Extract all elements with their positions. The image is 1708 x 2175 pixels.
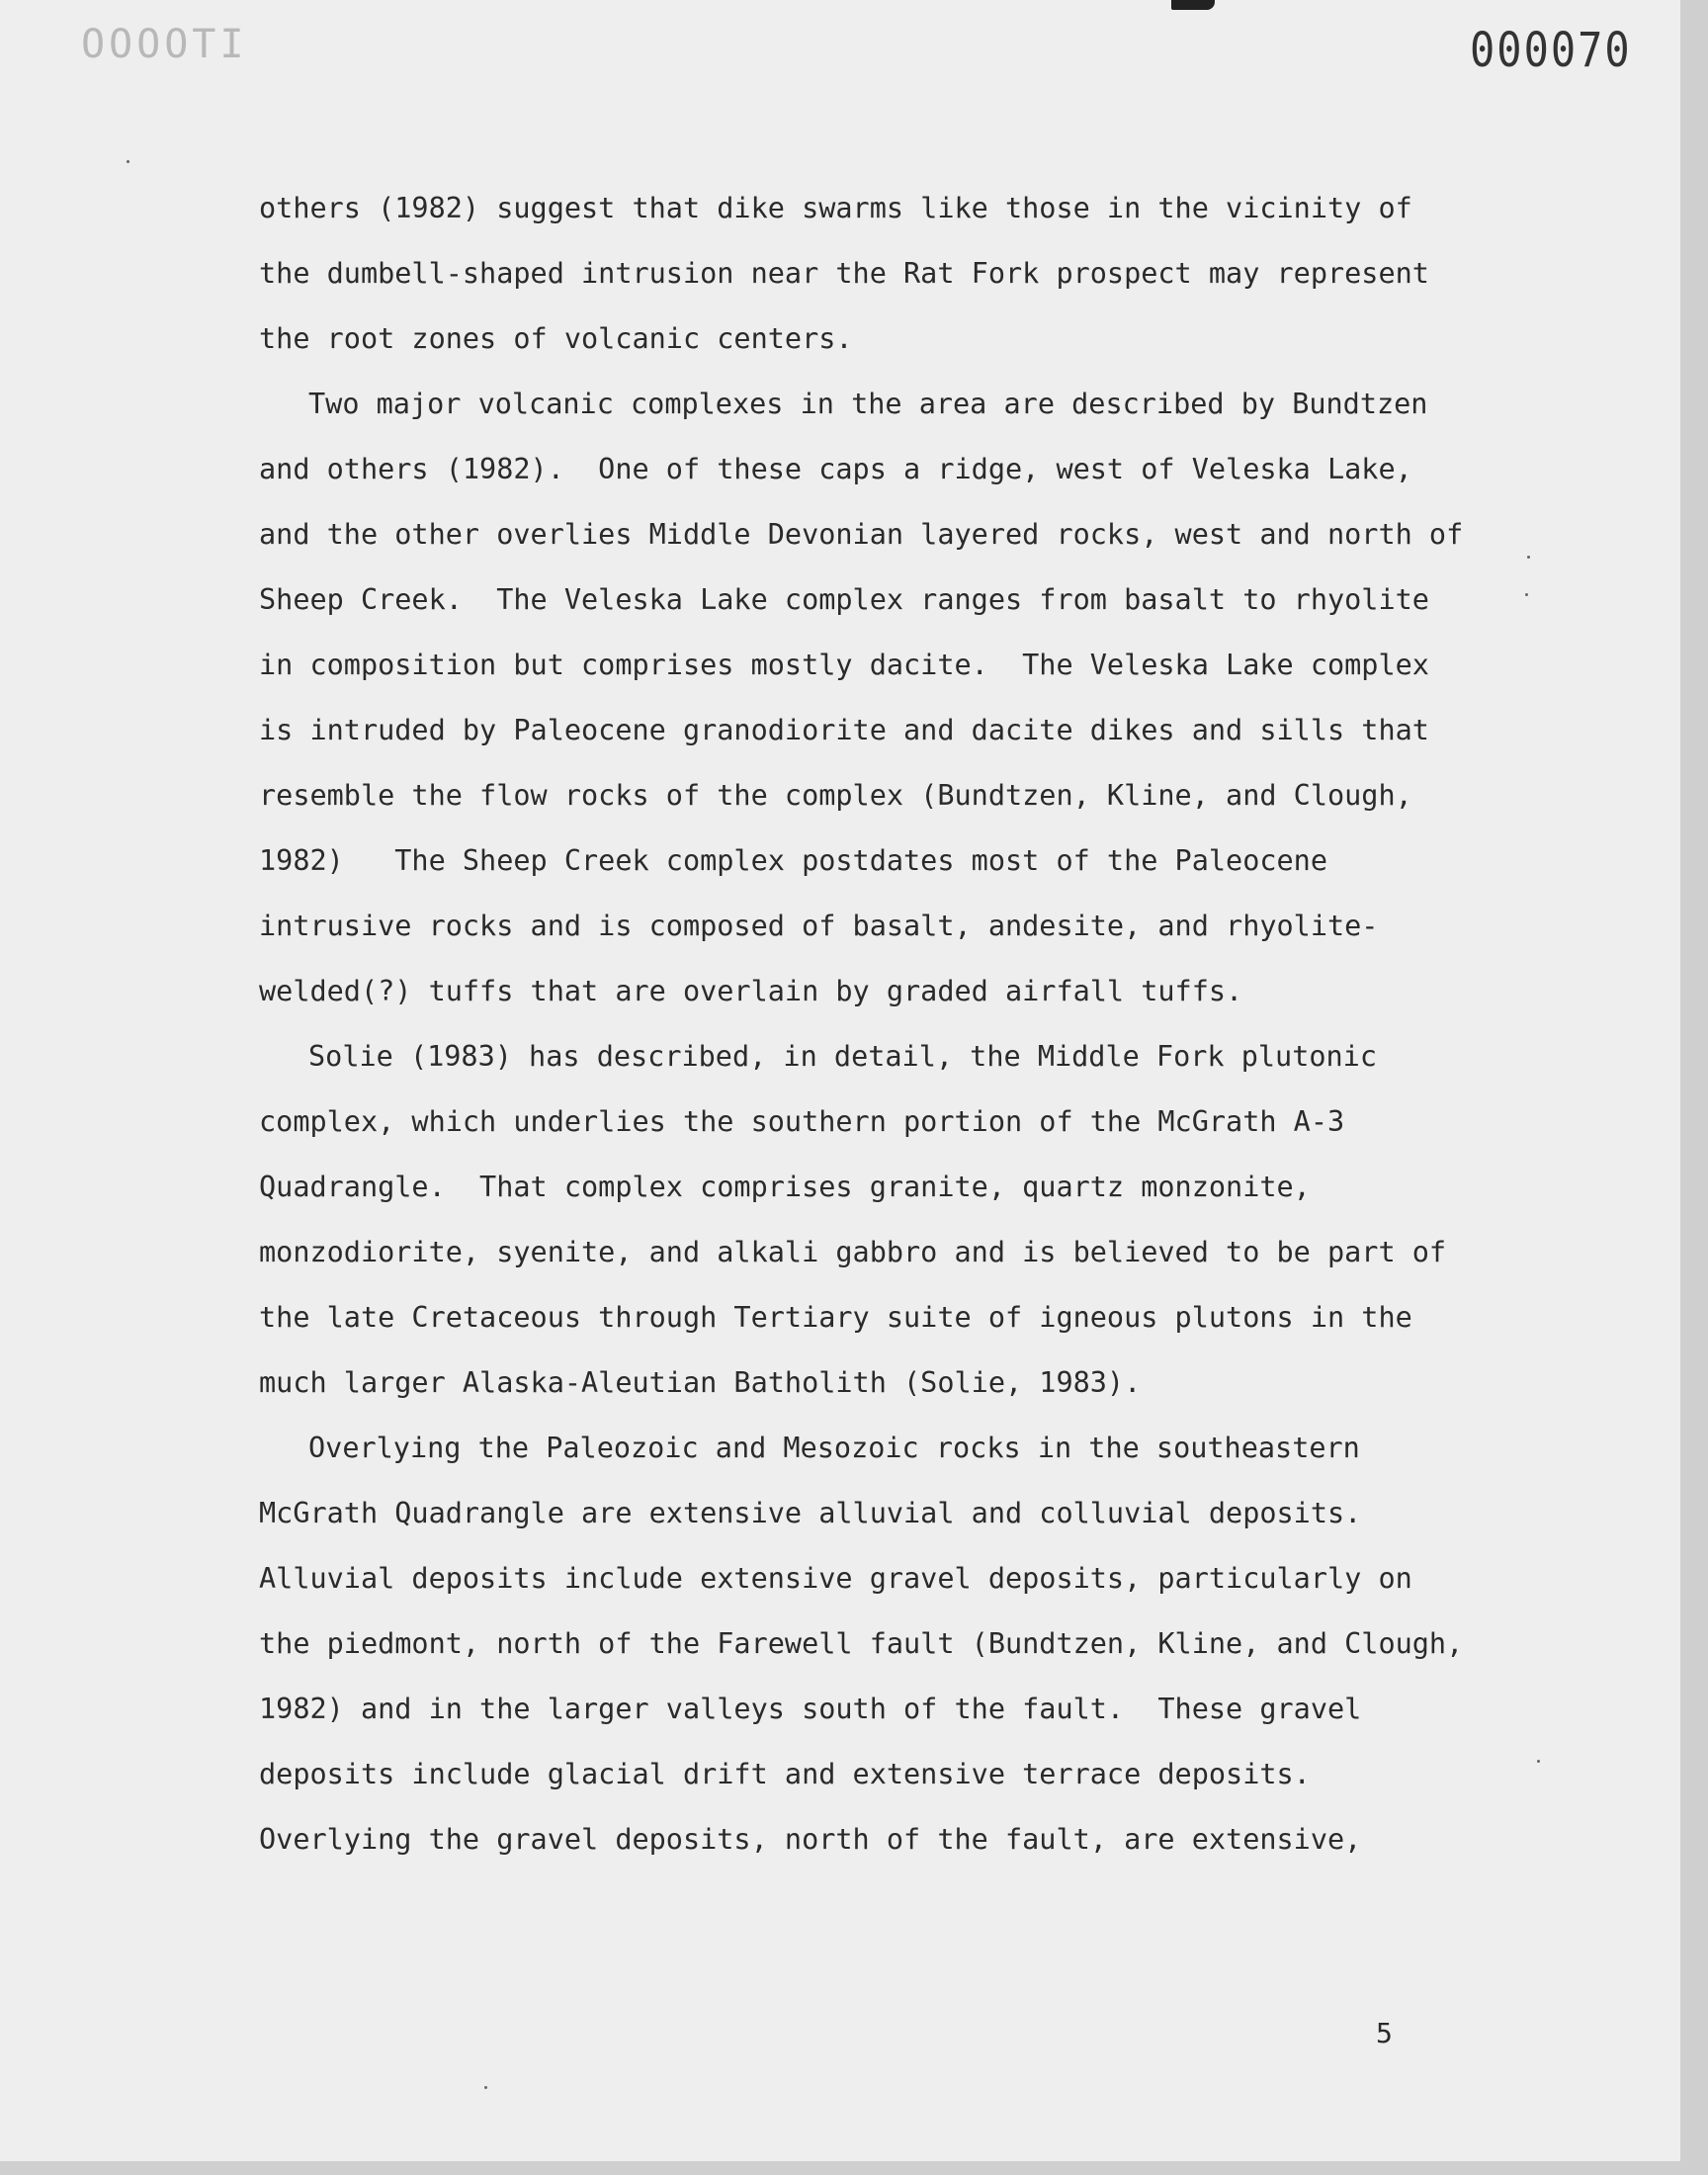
text-line: and the other overlies Middle Devonian layered rocks, west and north of xyxy=(259,518,1464,551)
text-line: 1982) and in the larger valleys south of the fault. These gravel xyxy=(259,1693,1362,1725)
scan-speck xyxy=(1525,593,1528,596)
text-line: Overlying the Paleozoic and Mesozoic rocks in the southeastern xyxy=(308,1432,1360,1464)
scan-edge xyxy=(1680,0,1708,2175)
text-line: Two major volcanic complexes in the area are described by Bundtzen xyxy=(308,388,1428,420)
scan-edge xyxy=(0,2161,1708,2175)
page-number: 5 xyxy=(1376,2017,1393,2049)
text-line: the piedmont, north of the Farewell fault (Bundtzen, Kline, and Clough, xyxy=(259,1627,1464,1660)
text-line: in composition but comprises mostly dacite. The Veleska Lake complex xyxy=(259,649,1429,681)
text-line: Sheep Creek. The Veleska Lake complex ranges from basalt to rhyolite xyxy=(259,583,1429,616)
text-line: Overlying the gravel deposits, north of the fault, are extensive, xyxy=(259,1823,1362,1856)
text-line: Solie (1983) has described, in detail, the Middle Fork plutonic xyxy=(308,1040,1377,1073)
scan-speck xyxy=(1537,1760,1540,1763)
text-line: is intruded by Paleocene granodiorite and dacite dikes and sills that xyxy=(259,714,1429,746)
scan-speck xyxy=(484,2086,487,2089)
text-line: the dumbell-shaped intrusion near the Rat Fork prospect may represent xyxy=(259,257,1429,290)
text-line: Alluvial deposits include extensive gravel deposits, particularly on xyxy=(259,1562,1412,1595)
paragraph-4 xyxy=(259,1416,1464,1872)
text-line: and others (1982). One of these caps a ridge, west of Veleska Lake, xyxy=(259,453,1412,485)
text-line: complex, which underlies the southern portion of the McGrath A-3 xyxy=(259,1105,1345,1138)
paragraph-1 xyxy=(259,176,1445,372)
text-line: monzodiorite, syenite, and alkali gabbro and is believed to be part of xyxy=(259,1236,1447,1268)
text-line: 1982) The Sheep Creek complex postdates most of the Paleocene xyxy=(259,844,1327,877)
text-line: others (1982) suggest that dike swarms like those in the vicinity of xyxy=(259,192,1412,224)
document-number-stamp: 000070 xyxy=(1470,22,1632,78)
text-line: welded(?) tuffs that are overlain by graded airfall tuffs. xyxy=(259,975,1243,1007)
scan-mark xyxy=(1171,0,1215,10)
text-line: the late Cretaceous through Tertiary suite of igneous plutons in the xyxy=(259,1301,1412,1334)
text-line: McGrath Quadrangle are extensive alluvial and colluvial deposits. xyxy=(259,1497,1362,1529)
text-line: intrusive rocks and is composed of basalt, andesite, and rhyolite- xyxy=(259,910,1379,942)
body-text xyxy=(259,176,1464,1872)
bleed-through-stamp: ITOOOO xyxy=(77,22,244,67)
paragraph-2 xyxy=(259,372,1464,1024)
paragraph-3 xyxy=(259,1024,1445,1416)
text-line: the root zones of volcanic centers. xyxy=(259,322,853,355)
text-line: much larger Alaska-Aleutian Batholith (Solie, 1983). xyxy=(259,1366,1142,1399)
text-line: resemble the flow rocks of the complex (Bundtzen, Kline, and Clough, xyxy=(259,779,1412,812)
scan-speck xyxy=(127,160,129,163)
text-line: deposits include glacial drift and extensive terrace deposits. xyxy=(259,1758,1311,1790)
text-line: Quadrangle. That complex comprises granite, quartz monzonite, xyxy=(259,1171,1311,1203)
scan-speck xyxy=(1527,556,1530,559)
